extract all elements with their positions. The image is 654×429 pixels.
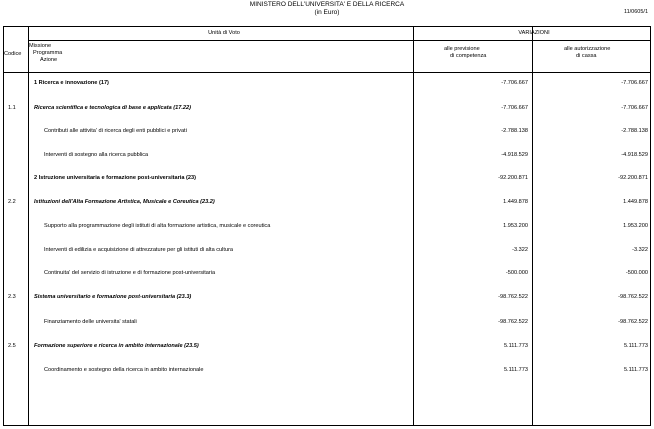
competenza-header-line2: di competenza bbox=[450, 53, 487, 59]
cassa-value: 1.449.878 bbox=[623, 199, 648, 205]
competenza-value: 1.449.878 bbox=[503, 199, 528, 205]
codice-header: Codice bbox=[4, 51, 22, 57]
action-label: Continuita' del servizio di istruzione e di formazione post-universitaria bbox=[44, 270, 216, 276]
missione-header: Missione bbox=[29, 43, 52, 49]
mission-label: 1 Ricerca e innovazione (17) bbox=[34, 80, 109, 86]
header-bottom-line bbox=[4, 72, 650, 73]
competenza-value: -98.762.522 bbox=[498, 294, 528, 300]
cassa-value: -2.788.138 bbox=[621, 128, 648, 134]
unita-di-voto-header: Unità di Voto bbox=[208, 30, 240, 36]
page-title: MINISTERO DELL'UNIVERSITA' E DELLA RICERCA bbox=[249, 1, 405, 8]
col-divider-unita bbox=[413, 27, 414, 425]
cassa-value: 5.111.773 bbox=[623, 367, 648, 373]
action-label: Supporto alla programmazione degli istituti di alta formazione artistica, musicale e coreutica bbox=[44, 223, 271, 229]
row-code: 1.1 bbox=[8, 105, 16, 111]
cassa-value: 1.953.200 bbox=[623, 223, 648, 229]
cassa-header-line2: di cassa bbox=[576, 53, 597, 59]
competenza-value: -2.788.138 bbox=[501, 128, 528, 134]
cassa-value: -98.762.522 bbox=[618, 294, 648, 300]
program-label: Ricerca scientifica e tecnologica di base e applicata (17.22) bbox=[34, 105, 192, 111]
cassa-value: -7.706.667 bbox=[621, 80, 648, 86]
cassa-value: -500.000 bbox=[625, 270, 648, 276]
row-code: 2.2 bbox=[8, 199, 16, 205]
action-label: Coordinamento e sostegno della ricerca in ambito internazionale bbox=[44, 367, 204, 373]
cassa-value: -4.918.529 bbox=[621, 152, 648, 158]
competenza-header-line1: alle previsione bbox=[444, 46, 480, 52]
competenza-value: -92.200.871 bbox=[498, 175, 528, 181]
competenza-value: -7.706.667 bbox=[501, 80, 528, 86]
competenza-value: -500.000 bbox=[505, 270, 528, 276]
cassa-value: -7.706.667 bbox=[621, 105, 648, 111]
page-subtitle: (in Euro) bbox=[314, 9, 340, 16]
row-code: 2.3 bbox=[8, 294, 16, 300]
cassa-value: -92.200.871 bbox=[618, 175, 648, 181]
action-label: Contributi alle attivita' di ricerca degli enti pubblici e privati bbox=[44, 128, 187, 134]
row-code: 2.5 bbox=[8, 343, 16, 349]
action-label: Interventi di edilizia e acquisizione di attrezzature per gli istituti di alta cultura bbox=[44, 247, 234, 253]
program-label: Formazione superiore e ricerca in ambito internazionale (23.5) bbox=[34, 343, 199, 349]
program-label: Sistema universitario e formazione post-universitaria (23.3) bbox=[34, 294, 192, 300]
cassa-value: -98.762.522 bbox=[618, 319, 648, 325]
cassa-header-line1: alle autorizzazione bbox=[564, 46, 611, 52]
competenza-value: 5.111.773 bbox=[503, 367, 528, 373]
document-code: 11/0605/1 bbox=[623, 9, 648, 15]
action-label: Finanziamento delle universita' statali bbox=[44, 319, 137, 325]
program-label: Istituzioni dell'Alta Formazione Artistica, Musicale e Coreutica (23.2) bbox=[34, 199, 215, 205]
programma-header: Programma bbox=[33, 50, 63, 56]
action-label: Interventi di sostegno alla ricerca pubblica bbox=[44, 152, 149, 158]
col-divider-variazioni bbox=[532, 27, 533, 425]
competenza-value: 1.953.200 bbox=[503, 223, 528, 229]
budget-table bbox=[3, 26, 651, 426]
cassa-value: 5.111.773 bbox=[623, 343, 648, 349]
cassa-value: -3.322 bbox=[632, 247, 648, 253]
mission-label: 2 Istruzione universitaria e formazione post-universitaria (23) bbox=[34, 175, 196, 181]
col-divider-codice bbox=[28, 27, 29, 425]
competenza-value: -3.322 bbox=[512, 247, 528, 253]
competenza-value: 5.111.773 bbox=[503, 343, 528, 349]
variazioni-header: VARIAZIONI bbox=[518, 30, 550, 36]
header-divider bbox=[28, 40, 650, 41]
competenza-value: -4.918.529 bbox=[501, 152, 528, 158]
competenza-value: -7.706.667 bbox=[501, 105, 528, 111]
competenza-value: -98.762.522 bbox=[498, 319, 528, 325]
azione-header: Azione bbox=[40, 57, 58, 63]
